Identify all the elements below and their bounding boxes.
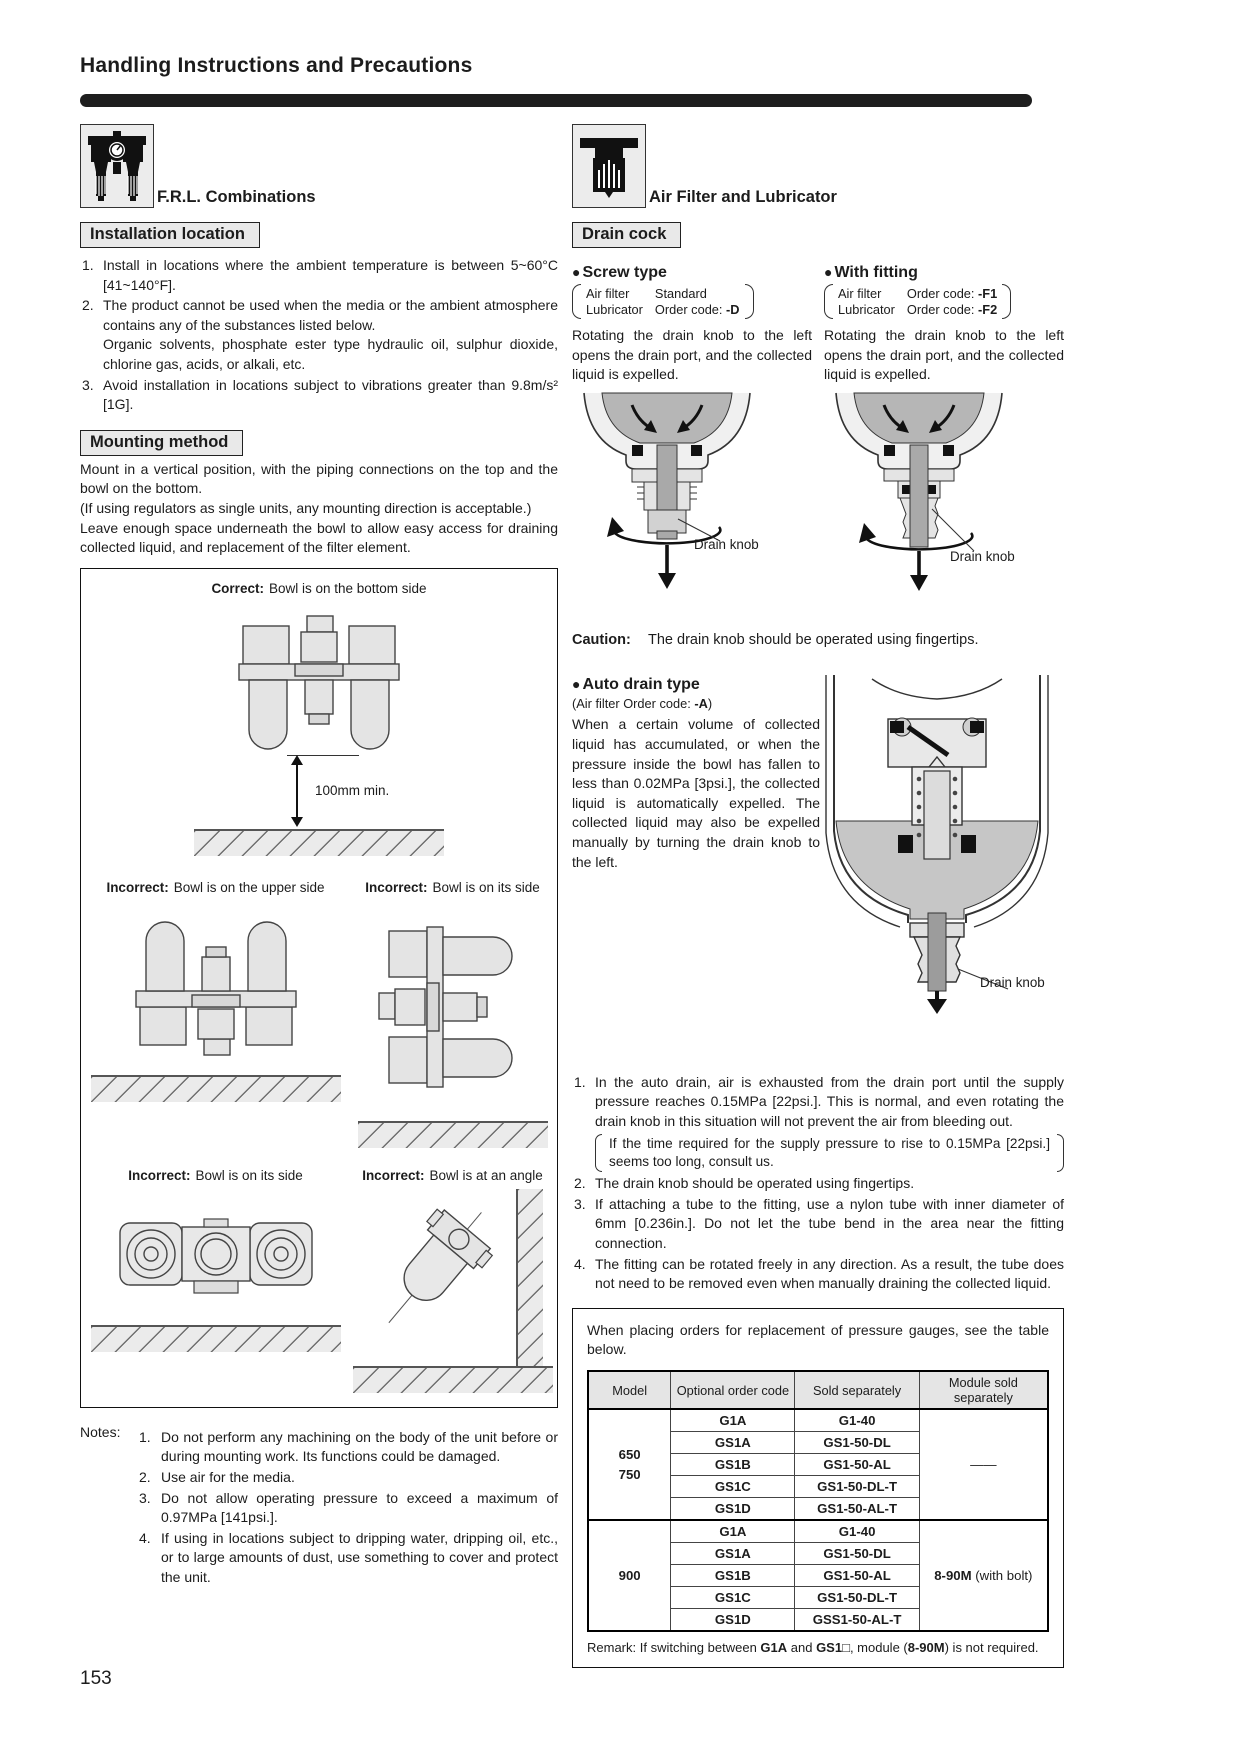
note-item: If using in locations subject to dripping water, dripping oil, etc., or to large amounts of dust, use something to cover and protect the unit.: [161, 1529, 558, 1585]
frl-section-header: [80, 124, 558, 208]
paren-decoration: [1002, 284, 1011, 319]
table-cell: G1A: [671, 1409, 795, 1432]
gauge-replacement-table: [587, 1370, 1049, 1632]
table-cell: GS1-50-DL-T: [795, 1587, 919, 1609]
drain-knob-callout: Drain knob: [950, 548, 1015, 564]
auto-drain-heading: ● Auto drain type: [572, 676, 700, 694]
incorrect-upper-side-cell: [88, 880, 343, 1102]
paren-decoration: [1057, 1134, 1064, 1173]
frl-section-title: F.R.L. Combinations: [157, 188, 316, 206]
incorrect-on-side-cell: [355, 880, 550, 1148]
title-divider-bar: [80, 94, 1032, 107]
model-cell: 650 750: [588, 1409, 671, 1520]
floor-hatch: [91, 1075, 341, 1102]
spec-value: Order code: -D: [654, 302, 740, 317]
table-header-row: [588, 1371, 1048, 1409]
frl-unit-correct-drawing: [219, 610, 419, 755]
floor-hatch: [194, 829, 444, 856]
table-cell: GS1D: [671, 1609, 795, 1632]
installation-location-heading: Installation location: [80, 222, 260, 248]
page-number: 153: [80, 1668, 112, 1689]
note-item: The fitting can be rotated freely in any direction. As a result, the tube does not need to be removed even when manually draining the collected liquid.: [595, 1255, 1064, 1292]
floor-hatch: [91, 1325, 341, 1352]
model-cell: 900: [588, 1520, 671, 1631]
with-fitting-heading: ● With fitting: [824, 264, 918, 281]
column-header: Optional order code: [671, 1371, 795, 1409]
auto-drain-diagram: [812, 673, 1062, 1063]
table-row: [588, 1520, 1048, 1543]
wall-hatch: [516, 1189, 543, 1368]
table-cell: GSS1-50-AL-T: [795, 1609, 919, 1632]
caution-note: Caution: The drain knob should be operated using fingertips.: [572, 631, 979, 648]
tilted-unit-drawing: [367, 1197, 517, 1357]
drain-knob-callout: Drain knob: [980, 974, 1045, 990]
note-item: The drain knob should be operated using fingertips.: [595, 1175, 915, 1192]
screw-drain-diagram: [572, 391, 812, 619]
arrow-up-icon: [291, 755, 303, 765]
screw-type-body: Rotating the drain knob to the left opens the drain port, and the collected liquid is expelled.: [572, 327, 812, 383]
bullet-icon: ●: [572, 264, 581, 280]
paren-decoration: [745, 284, 754, 319]
spec-value: Order code: -F2: [906, 302, 998, 317]
corner-scene: [353, 1189, 553, 1393]
table-cell: G1-40: [795, 1520, 919, 1543]
dimension-arrow-line: [296, 757, 298, 823]
air-filter-section-header: [572, 124, 1064, 208]
air-filter-section-title: Air Filter and Lubricator: [649, 188, 837, 206]
notes-list: [135, 1428, 558, 1589]
auto-drain-order-code: (Air filter Order code: -A): [572, 696, 713, 712]
note-item: In the auto drain, air is exhausted from the drain port until the supply pressure reaches 0.15MPa [22psi.]. This is normal, and even rotating the drain knob in this situation will not prevent the air from bleeding out. If the time required for the supply pressure to rise to 0.15MPa [22psi.] seems too long, consult us.: [572, 1073, 1064, 1172]
incorrect-on-side-end-cell: [88, 1168, 343, 1352]
table-cell: GS1A: [671, 1432, 795, 1454]
table-cell: G1-40: [795, 1409, 919, 1432]
left-column: [80, 124, 558, 1588]
table-cell: GS1-50-DL: [795, 1432, 919, 1454]
table-cell: GS1C: [671, 1587, 795, 1609]
gauge-table-intro: When placing orders for replacement of pressure gauges, see the table below.: [587, 1321, 1049, 1358]
table-cell: GS1-50-AL: [795, 1454, 919, 1476]
list-item: Install in locations where the ambient temperature is between 5~60°C [41~140°F].: [103, 257, 558, 293]
with-fitting-section: [824, 254, 1064, 619]
frl-combination-icon: [80, 124, 154, 208]
module-cell: ——: [919, 1409, 1048, 1520]
table-remark: Remark: If switching between G1A and GS1□, module (8-90M) is not required.: [587, 1640, 1039, 1655]
correct-orientation-label: Correct: Bowl is on the bottom side: [211, 580, 427, 596]
spec-value: Standard: [654, 286, 707, 301]
table-cell: GS1C: [671, 1476, 795, 1498]
drain-knob-callout: Drain knob: [694, 536, 759, 552]
frl-unit-upside-down-drawing: [116, 911, 316, 1063]
mounting-paragraph: (If using regulators as single units, any mounting direction is acceptable.): [80, 499, 532, 516]
frl-unit-end-view-drawing: [116, 1217, 316, 1309]
air-filter-icon: [572, 124, 646, 208]
table-cell: GS1-50-AL: [795, 1565, 919, 1587]
incorrect-label: Incorrect: Bowl is at an angle: [362, 1167, 543, 1183]
dimension-label: 100mm min.: [315, 782, 390, 798]
column-header: Sold separately: [795, 1371, 919, 1409]
drain-cock-heading: Drain cock: [572, 222, 681, 248]
floor-hatch: [353, 1366, 553, 1393]
consult-note: If the time required for the supply pressure to rise to 0.15MPa [22psi.] seems too long, consult us.: [595, 1134, 1064, 1173]
column-header: Module sold separately: [919, 1371, 1048, 1409]
spec-value: Order code: -F1: [906, 286, 998, 301]
spec-label: Air filter: [586, 286, 630, 301]
paren-decoration: [572, 284, 581, 319]
fitting-drain-diagram: [824, 391, 1064, 619]
note-item: If attaching a tube to the fitting, use a nylon tube with inner diameter of 6mm [0.236in.]. Do not let the tube bend in the area near the fitting connection.: [595, 1195, 1064, 1252]
list-item: The product cannot be used when the media or the ambient atmosphere contains any of the substances listed below. Organic solvents, phosphate ester type hydraulic oil, sulphur dioxide, chlorine gas, acids, or alkali, etc.: [103, 297, 558, 372]
page-title: Handling Instructions and Precautions: [80, 54, 473, 77]
screw-type-heading: ● Screw type: [572, 264, 667, 281]
table-cell: GS1B: [671, 1454, 795, 1476]
list-item: Avoid installation in locations subject to vibrations greater than 9.8m/s² [1G].: [103, 376, 558, 413]
table-cell: GS1-50-DL: [795, 1543, 919, 1565]
mounting-method-heading: Mounting method: [80, 430, 243, 456]
module-cell: 8-90M (with bolt): [919, 1520, 1048, 1631]
notes-label: Notes:: [80, 1423, 121, 1440]
table-cell: G1A: [671, 1520, 795, 1543]
fitting-order-codes: [824, 284, 1064, 319]
incorrect-label: Incorrect: Bowl is on its side: [365, 879, 540, 895]
spec-label: Lubricator: [586, 302, 643, 317]
incorrect-label: Incorrect: Bowl is on its side: [128, 1167, 303, 1183]
screw-type-section: [572, 254, 812, 619]
right-column: [572, 124, 1064, 1668]
arrow-down-icon: [291, 817, 303, 827]
paren-decoration: [824, 284, 833, 319]
mounting-paragraph: Leave enough space underneath the bowl to allow easy access for draining collected liquid, and replacement of the filter element.: [80, 519, 558, 556]
table-cell: GS1-50-AL-T: [795, 1498, 919, 1521]
auto-drain-notes-list: [572, 1073, 1064, 1294]
table-cell: GS1B: [671, 1565, 795, 1587]
mounting-orientation-figure: [80, 568, 558, 1408]
note-item: Use air for the media.: [161, 1468, 295, 1485]
floor-hatch: [358, 1121, 548, 1148]
auto-drain-block: [572, 631, 1064, 1069]
installation-list: [80, 256, 558, 415]
pressure-gauge-table-box: [572, 1308, 1064, 1668]
mounting-paragraph: Mount in a vertical position, with the piping connections on the top and the bowl on the bottom.: [80, 460, 558, 497]
incorrect-angle-cell: [355, 1168, 550, 1393]
auto-drain-body: When a certain volume of collected liquid has accumulated, or when the pressure inside the bowl has fallen to less than 0.02MPa [3psi.], the collected liquid is automatically expelled. The collected liquid may also be expelled manually by turning the drain knob to the left.: [572, 716, 820, 870]
screw-order-codes: [572, 284, 812, 319]
incorrect-label: Incorrect: Bowl is on the upper side: [106, 879, 325, 895]
table-cell: GS1D: [671, 1498, 795, 1521]
note-item: Do not allow operating pressure to exceed a maximum of 0.97MPa [141psi.].: [161, 1489, 558, 1526]
auto-drain-text: [572, 676, 820, 872]
table-cell: GS1-50-DL-T: [795, 1476, 919, 1498]
notes-block: [80, 1424, 558, 1589]
with-fitting-body: Rotating the drain knob to the left opens the drain port, and the collected liquid is expelled.: [824, 327, 1064, 383]
note-item: Do not perform any machining on the body of the unit before or during mounting work. Its functions could be damaged.: [161, 1428, 558, 1465]
spec-label: Air filter: [838, 286, 882, 301]
table-row: [588, 1409, 1048, 1432]
table-cell: GS1A: [671, 1543, 795, 1565]
spec-label: Lubricator: [838, 302, 895, 317]
bullet-icon: ●: [824, 264, 833, 280]
column-header: Model: [588, 1371, 671, 1409]
paren-decoration: [595, 1134, 602, 1173]
dimension-annotation: [199, 755, 439, 829]
frl-unit-side-drawing: [373, 911, 533, 1111]
bullet-icon: ●: [572, 676, 581, 693]
